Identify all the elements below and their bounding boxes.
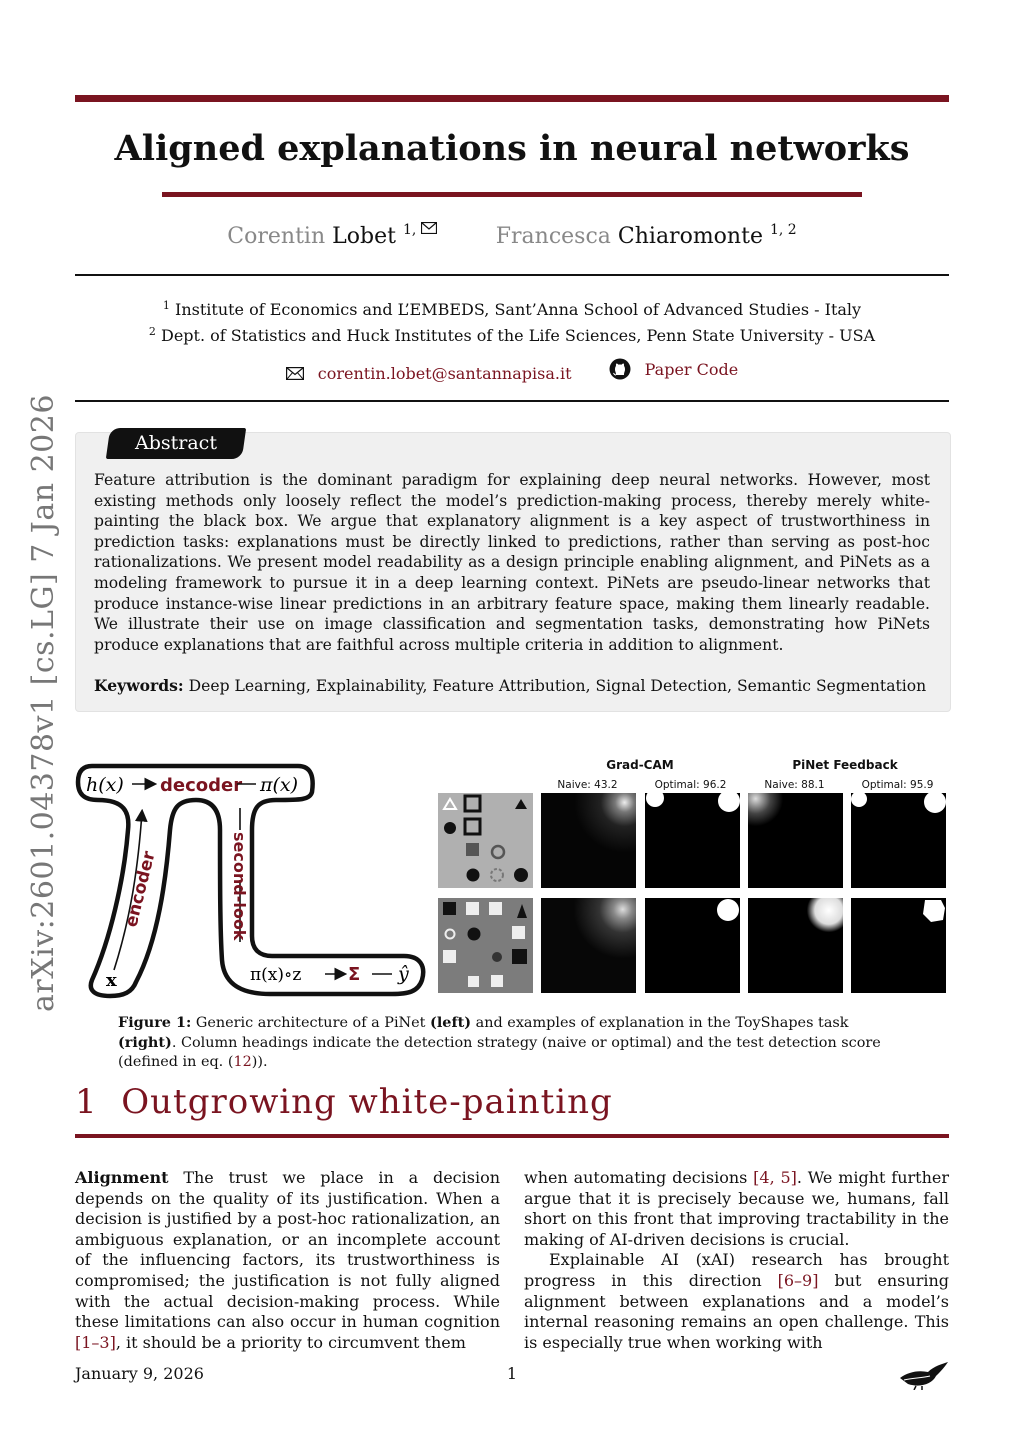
gradcam-optimal-map-1 xyxy=(645,793,740,888)
gradcam-naive-map-2 xyxy=(541,898,636,993)
affiliation-rule-top xyxy=(75,274,949,276)
affiliation-2: $^2$ Dept. of Statistics and Huck Institutes of the Life Sciences, Penn State University - USA xyxy=(148,325,876,345)
top-rule xyxy=(75,95,949,102)
abstract-text: Feature attribution is the dominant paradigm for explaining deep neural networks. However, most existing methods only loosely reflect the model’s prediction-making process, thereby merely white-painting the black box. We argue that explanatory alignment is a key aspect of trustworthiness in prediction tasks: explanations must be directly linked to predictions, rather than serving as post-hoc rationalizations. We present model readability as a design principle enabling alignment, and PiNets as a modeling framework to pursue it in a deep learning context. PiNets are pseudo-linear networks that produce instance-wise linear predictions in an arbitrary feature space, making them linearly readable. We illustrate their use on image classification and segmentation tasks, demonstrating how PiNets produce explanations that are faithful across multiple criteria in addition to alignment. xyxy=(94,471,930,654)
affiliation-rule-bottom xyxy=(75,400,949,402)
gradcam-heading: Grad-CAM xyxy=(606,758,674,772)
h-x-label: h(x) xyxy=(86,774,124,796)
paper-title: Aligned explanations in neural networks xyxy=(114,128,910,169)
title-underline xyxy=(162,192,862,197)
decoder-label: decoder xyxy=(160,775,243,796)
body-left-column: Alignment The trust we place in a decision depends on the quality of its justification. When a decision is justified by a post-hoc rationalization, an ambiguous explanation, or an incomplete account of the influencing factors, its trustworthiness is compromised; the justification is not fully aligned with the actual decision-making process. While these limitations can also occur in human cognition [1–3], it should be a priority to circumvent them xyxy=(75,1168,500,1352)
email-link[interactable]: corentin.lobet@santannapisa.it xyxy=(286,364,572,383)
pinet-naive-map-2 xyxy=(748,898,843,993)
section-rule xyxy=(75,1134,949,1138)
pinet-architecture-diagram xyxy=(74,760,430,1000)
affiliation-1: $^1$ Institute of Economics and L’EMBEDS, Sant’Anna School of Advanced Studies - Italy xyxy=(162,299,862,319)
contact-links xyxy=(0,358,1024,384)
citation-link[interactable]: [4, 5] xyxy=(753,1168,797,1187)
bird-logo-icon xyxy=(898,1360,950,1390)
keywords: Keywords: Deep Learning, Explainability, Feature Attribution, Signal Detection, Semantic Segmentation xyxy=(94,676,927,695)
output-label: π(x)∘z xyxy=(250,965,302,985)
citation-link[interactable]: [6–9] xyxy=(777,1270,819,1290)
column-header-1: Naive: 43.2 xyxy=(557,779,618,791)
column-header-2: Optimal: 96.2 xyxy=(654,779,727,791)
author-1[interactable]: Corentin Lobet $^{1,}$ xyxy=(227,222,436,249)
mail-icon[interactable] xyxy=(416,222,436,238)
pinet-optimal-map-2 xyxy=(851,898,946,993)
pinet-feedback-heading: PiNet Feedback xyxy=(792,758,898,772)
abstract-heading: Abstract xyxy=(106,428,246,459)
author-2[interactable]: Francesca Chiaromonte $^{1, 2}$ xyxy=(495,222,797,249)
gradcam-naive-map-1 xyxy=(541,793,636,888)
author-list xyxy=(0,222,1024,249)
input-image-1 xyxy=(438,793,533,888)
encoder-label: encoder xyxy=(121,849,160,930)
footer-date: January 9, 2026 xyxy=(75,1364,204,1383)
x-label: x xyxy=(106,970,117,991)
column-header-3: Naive: 88.1 xyxy=(764,779,825,791)
equation-link[interactable]: 12 xyxy=(233,1054,252,1070)
citation-link[interactable]: [1–3] xyxy=(75,1332,116,1352)
pi-shape xyxy=(78,766,423,996)
arxiv-stamp: arXiv:2601.04378v1 [cs.LG] 7 Jan 2026 xyxy=(26,394,61,1012)
gradcam-optimal-map-2 xyxy=(645,898,740,993)
input-image-2 xyxy=(438,898,533,993)
second-look-label: second-look xyxy=(230,832,249,941)
column-header-4: Optimal: 95.9 xyxy=(861,779,934,791)
pinet-optimal-map-1 xyxy=(851,793,946,888)
page-number: 1 xyxy=(506,1364,518,1383)
pinet-naive-map-1 xyxy=(748,793,843,888)
sum-label: Σ xyxy=(348,964,361,985)
envelope-icon xyxy=(286,367,304,380)
paper-code-link[interactable]: Paper Code xyxy=(609,358,739,380)
pi-x-label: π(x) xyxy=(260,774,299,796)
yhat-label: ŷ xyxy=(398,963,409,985)
section-heading: 1 Outgrowing white-painting xyxy=(75,1082,613,1122)
figure-caption: Figure 1: Generic architecture of a PiNet (left) and examples of explanation in the ToyShapes task (right). Column headings indicate the detection strategy (naive or optimal) and the test detection score (defined in eq. (12)). xyxy=(118,1014,881,1070)
github-icon xyxy=(609,358,631,380)
body-right-column: when automating decisions [4, 5]. We might further argue that it is precisely because we, humans, fall short on this front that improving tractability in the making of AI-driven decisions is crucial. Explainable AI (xAI) research has brought progress in this direction [6–9] but ensuring alignment between explanations and a model’s internal reasoning remains an open challenge. This is especially true when working with xyxy=(524,1168,950,1352)
